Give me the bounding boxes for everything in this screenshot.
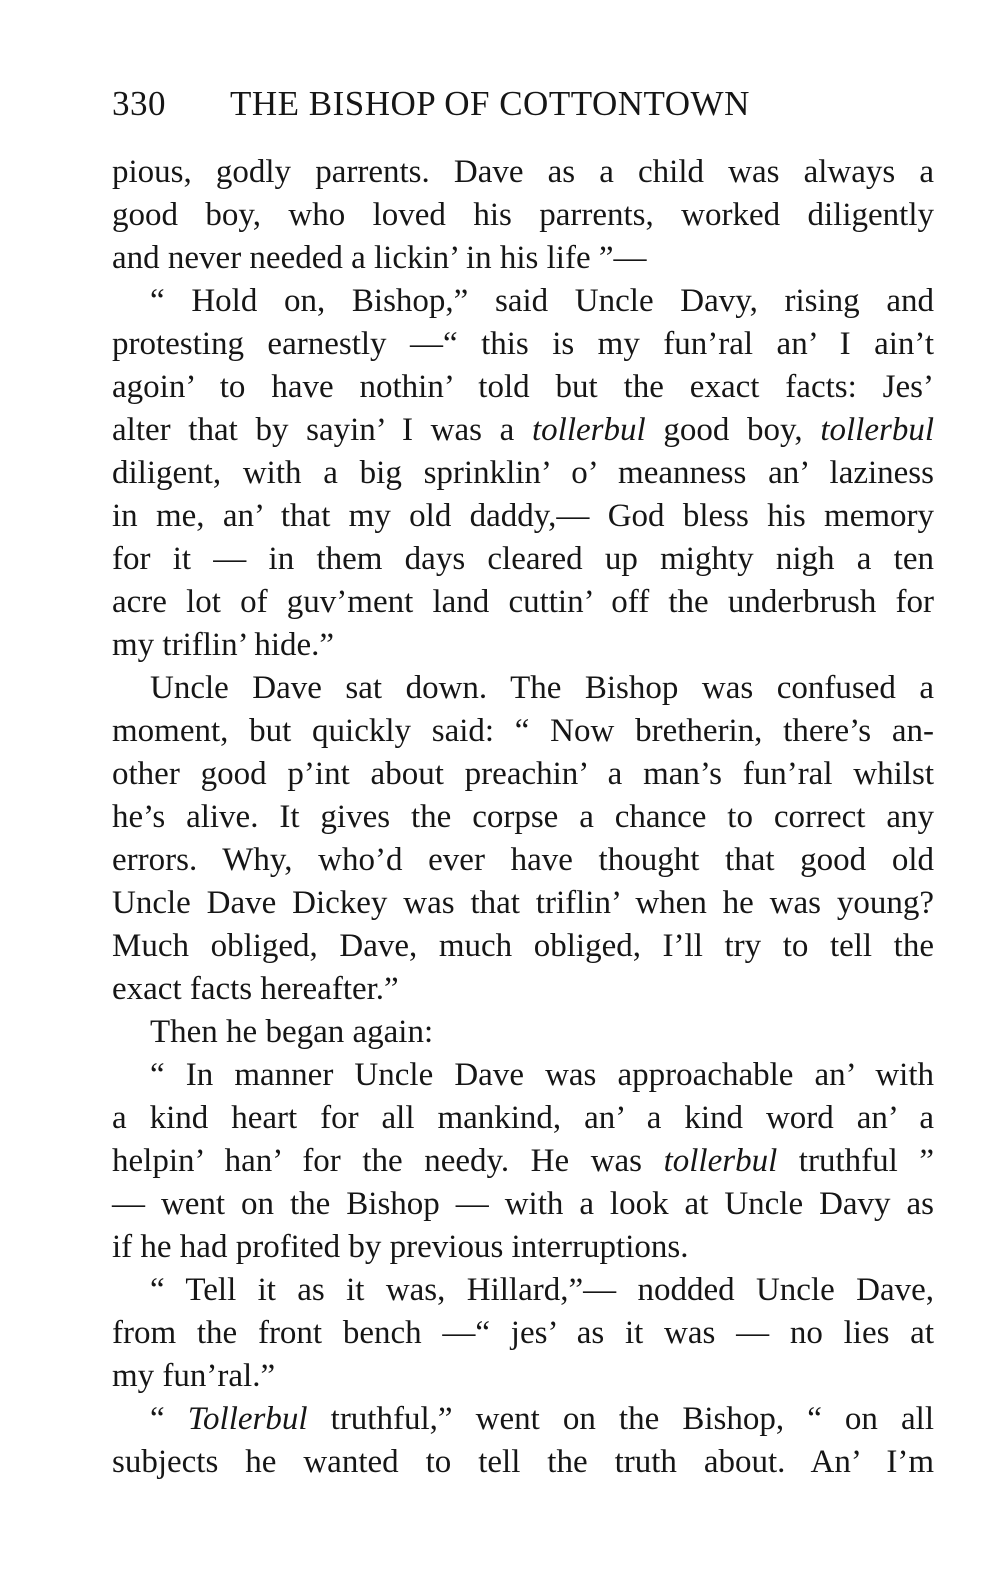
text-line: “ Tollerbul truthful,” went on the Bishop, “ on all bbox=[150, 1401, 934, 1437]
body-text bbox=[112, 151, 934, 1484]
text-line: Uncle Dave Dickey was that triflin’ when he was young? bbox=[112, 885, 934, 921]
text-line: my fun’ral.” bbox=[112, 1358, 276, 1394]
text-line: helpin’ han’ for the needy. He was tollerbul truthful ” bbox=[112, 1143, 934, 1179]
page-number: 330 bbox=[112, 84, 166, 123]
text-line: pious, godly parrents. Dave as a child was always a bbox=[112, 154, 934, 190]
text-line: acre lot of guv’ment land cuttin’ off the underbrush for bbox=[112, 584, 934, 620]
text-line: in me, an’ that my old daddy,— God bless his memory bbox=[112, 498, 934, 534]
text-line: Much obliged, Dave, much obliged, I’ll try to tell the bbox=[112, 928, 934, 964]
italic-word: Tollerbul bbox=[187, 1401, 308, 1437]
text-line: diligent, with a big sprinklin’ o’ meanness an’ laziness bbox=[112, 455, 934, 491]
text-line: he’s alive. It gives the corpse a chance to correct any bbox=[112, 799, 934, 835]
running-head bbox=[112, 84, 932, 128]
text-line: good boy, who loved his parrents, worked diligently bbox=[112, 197, 934, 233]
text-line: subjects he wanted to tell the truth about. An’ I’m bbox=[112, 1444, 934, 1480]
text-line: agoin’ to have nothin’ told but the exact facts: Jes’ bbox=[112, 369, 934, 405]
text-line: Then he began again: bbox=[150, 1014, 434, 1050]
text-line: “ Hold on, Bishop,” said Uncle Davy, rising and bbox=[150, 283, 934, 319]
text-line: — went on the Bishop — with a look at Uncle Davy as bbox=[112, 1186, 934, 1222]
italic-word: tollerbul bbox=[532, 412, 646, 448]
text-line: protesting earnestly —“ this is my fun’ral an’ I ain’t bbox=[112, 326, 934, 362]
text-line: moment, but quickly said: “ Now bretherin, there’s an- bbox=[112, 713, 934, 749]
text-line: exact facts hereafter.” bbox=[112, 971, 399, 1007]
text-line: from the front bench —“ jes’ as it was — no lies at bbox=[112, 1315, 934, 1351]
text-line: “ Tell it as it was, Hillard,”— nodded Uncle Dave, bbox=[150, 1272, 934, 1308]
text-line: if he had profited by previous interruptions. bbox=[112, 1229, 689, 1265]
text-line: and never needed a lickin’ in his life ”— bbox=[112, 240, 647, 276]
running-title: THE BISHOP OF COTTONTOWN bbox=[230, 84, 750, 123]
text-line: errors. Why, who’d ever have thought that good old bbox=[112, 842, 934, 878]
text-line: “ In manner Uncle Dave was approachable an’ with bbox=[150, 1057, 934, 1093]
text-line: alter that by sayin’ I was a tollerbul good boy, tollerbul bbox=[112, 412, 935, 448]
text-line: my triflin’ hide.” bbox=[112, 627, 335, 663]
text-line: other good p’int about preachin’ a man’s fun’ral whilst bbox=[112, 756, 934, 792]
text-line: a kind heart for all mankind, an’ a kind word an’ a bbox=[112, 1100, 934, 1136]
text-line: for it — in them days cleared up mighty nigh a ten bbox=[112, 541, 934, 577]
italic-word: tollerbul bbox=[820, 412, 935, 448]
italic-word: tollerbul bbox=[663, 1143, 778, 1179]
text-line: Uncle Dave sat down. The Bishop was confused a bbox=[150, 670, 934, 706]
